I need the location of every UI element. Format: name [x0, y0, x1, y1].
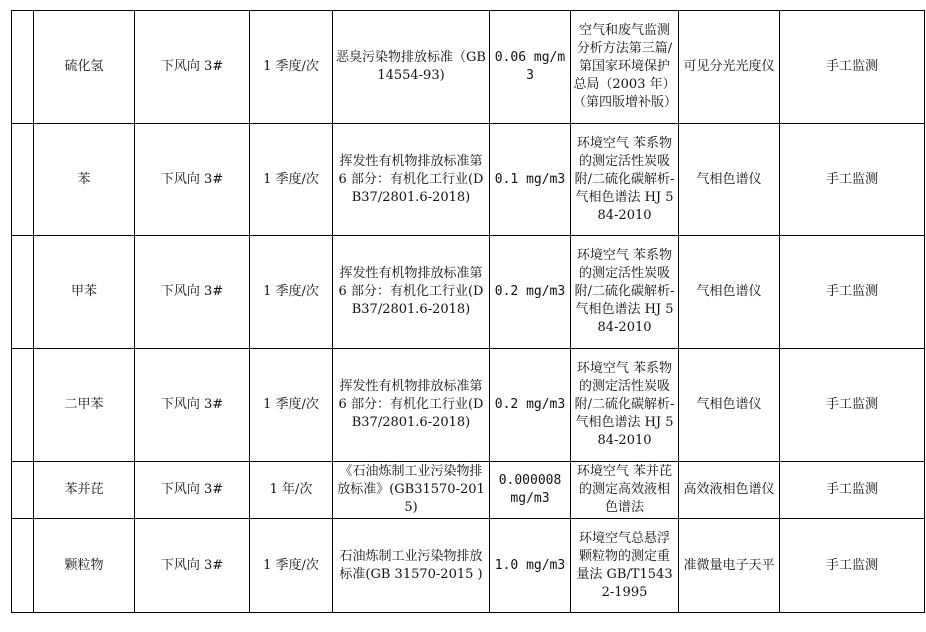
table-row [12, 123, 925, 236]
table-row [12, 461, 925, 518]
table-row [12, 11, 925, 124]
table-row [12, 519, 925, 613]
monitoring-method-cell: 手工监测 [780, 236, 925, 349]
location-cell: 下风向 3# [135, 461, 250, 518]
limit-cell: 0.000008 mg/m3 [490, 461, 571, 518]
instrument-cell: 高效液相色谱仪 [679, 461, 780, 518]
monitoring-method-cell: 手工监测 [780, 123, 925, 236]
standard-cell: 挥发性有机物排放标准第 6 部分：有机化工行业(DB37/2801.6-2018) [333, 236, 490, 349]
frequency-cell: 1 季度/次 [250, 123, 333, 236]
limit-cell: 0.06 mg/m3 [490, 11, 571, 124]
standard-cell: 石油炼制工业污染物排放标准(GB 31570-2015 ) [333, 519, 490, 613]
pollutant-cell: 甲苯 [34, 236, 135, 349]
frequency-cell: 1 季度/次 [250, 519, 333, 613]
frequency-cell: 1 季度/次 [250, 236, 333, 349]
table-row [12, 236, 925, 349]
location-cell: 下风向 3# [135, 123, 250, 236]
frequency-cell: 1 季度/次 [250, 11, 333, 124]
instrument-cell: 气相色谱仪 [679, 236, 780, 349]
monitoring-table [11, 10, 925, 613]
instrument-cell: 气相色谱仪 [679, 349, 780, 462]
location-cell: 下风向 3# [135, 349, 250, 462]
limit-cell: 0.2 mg/m3 [490, 236, 571, 349]
monitoring-method-cell: 手工监测 [780, 519, 925, 613]
analysis-basis-cell: 环境空气 苯系物的测定活性炭吸附/二硫化碳解析-气相色谱法 HJ 584-2010 [571, 236, 679, 349]
frequency-cell: 1 年/次 [250, 461, 333, 518]
analysis-basis-cell: 环境空气 苯系物的测定活性炭吸附/二硫化碳解析-气相色谱法 HJ 584-2010 [571, 123, 679, 236]
standard-cell: 挥发性有机物排放标准第 6 部分：有机化工行业(DB37/2801.6-2018) [333, 123, 490, 236]
limit-cell: 0.1 mg/m3 [490, 123, 571, 236]
row-stub-cell [12, 349, 34, 462]
row-stub-cell [12, 11, 34, 124]
row-stub-cell [12, 519, 34, 613]
analysis-basis-cell: 环境空气总悬浮颗粒物的测定重量法 GB/T15432-1995 [571, 519, 679, 613]
row-stub-cell [12, 236, 34, 349]
instrument-cell: 准微量电子天平 [679, 519, 780, 613]
frequency-cell: 1 季度/次 [250, 349, 333, 462]
instrument-cell: 气相色谱仪 [679, 123, 780, 236]
pollutant-cell: 颗粒物 [34, 519, 135, 613]
location-cell: 下风向 3# [135, 519, 250, 613]
table-row [12, 349, 925, 462]
location-cell: 下风向 3# [135, 236, 250, 349]
monitoring-method-cell: 手工监测 [780, 461, 925, 518]
standard-cell: 挥发性有机物排放标准第 6 部分：有机化工行业(DB37/2801.6-2018) [333, 349, 490, 462]
analysis-basis-cell: 环境空气 苯并芘的测定高效液相色谱法 [571, 461, 679, 518]
analysis-basis-cell: 环境空气 苯系物的测定活性炭吸附/二硫化碳解析-气相色谱法 HJ 584-2010 [571, 349, 679, 462]
monitoring-method-cell: 手工监测 [780, 11, 925, 124]
limit-cell: 1.0 mg/m3 [490, 519, 571, 613]
monitoring-method-cell: 手工监测 [780, 349, 925, 462]
limit-cell: 0.2 mg/m3 [490, 349, 571, 462]
row-stub-cell [12, 461, 34, 518]
pollutant-cell: 二甲苯 [34, 349, 135, 462]
pollutant-cell: 苯 [34, 123, 135, 236]
row-stub-cell [12, 123, 34, 236]
pollutant-cell: 硫化氢 [34, 11, 135, 124]
location-cell: 下风向 3# [135, 11, 250, 124]
standard-cell: 《石油炼制工业污染物排放标准》(GB31570-2015) [333, 461, 490, 518]
monitoring-table-container [11, 10, 924, 613]
instrument-cell: 可见分光光度仪 [679, 11, 780, 124]
standard-cell: 恶臭污染物排放标准（GB14554-93) [333, 11, 490, 124]
pollutant-cell: 苯并芘 [34, 461, 135, 518]
analysis-basis-cell: 空气和废气监测分析方法第三篇/第国家环境保护总局（2003 年）（第四版增补版） [571, 11, 679, 124]
